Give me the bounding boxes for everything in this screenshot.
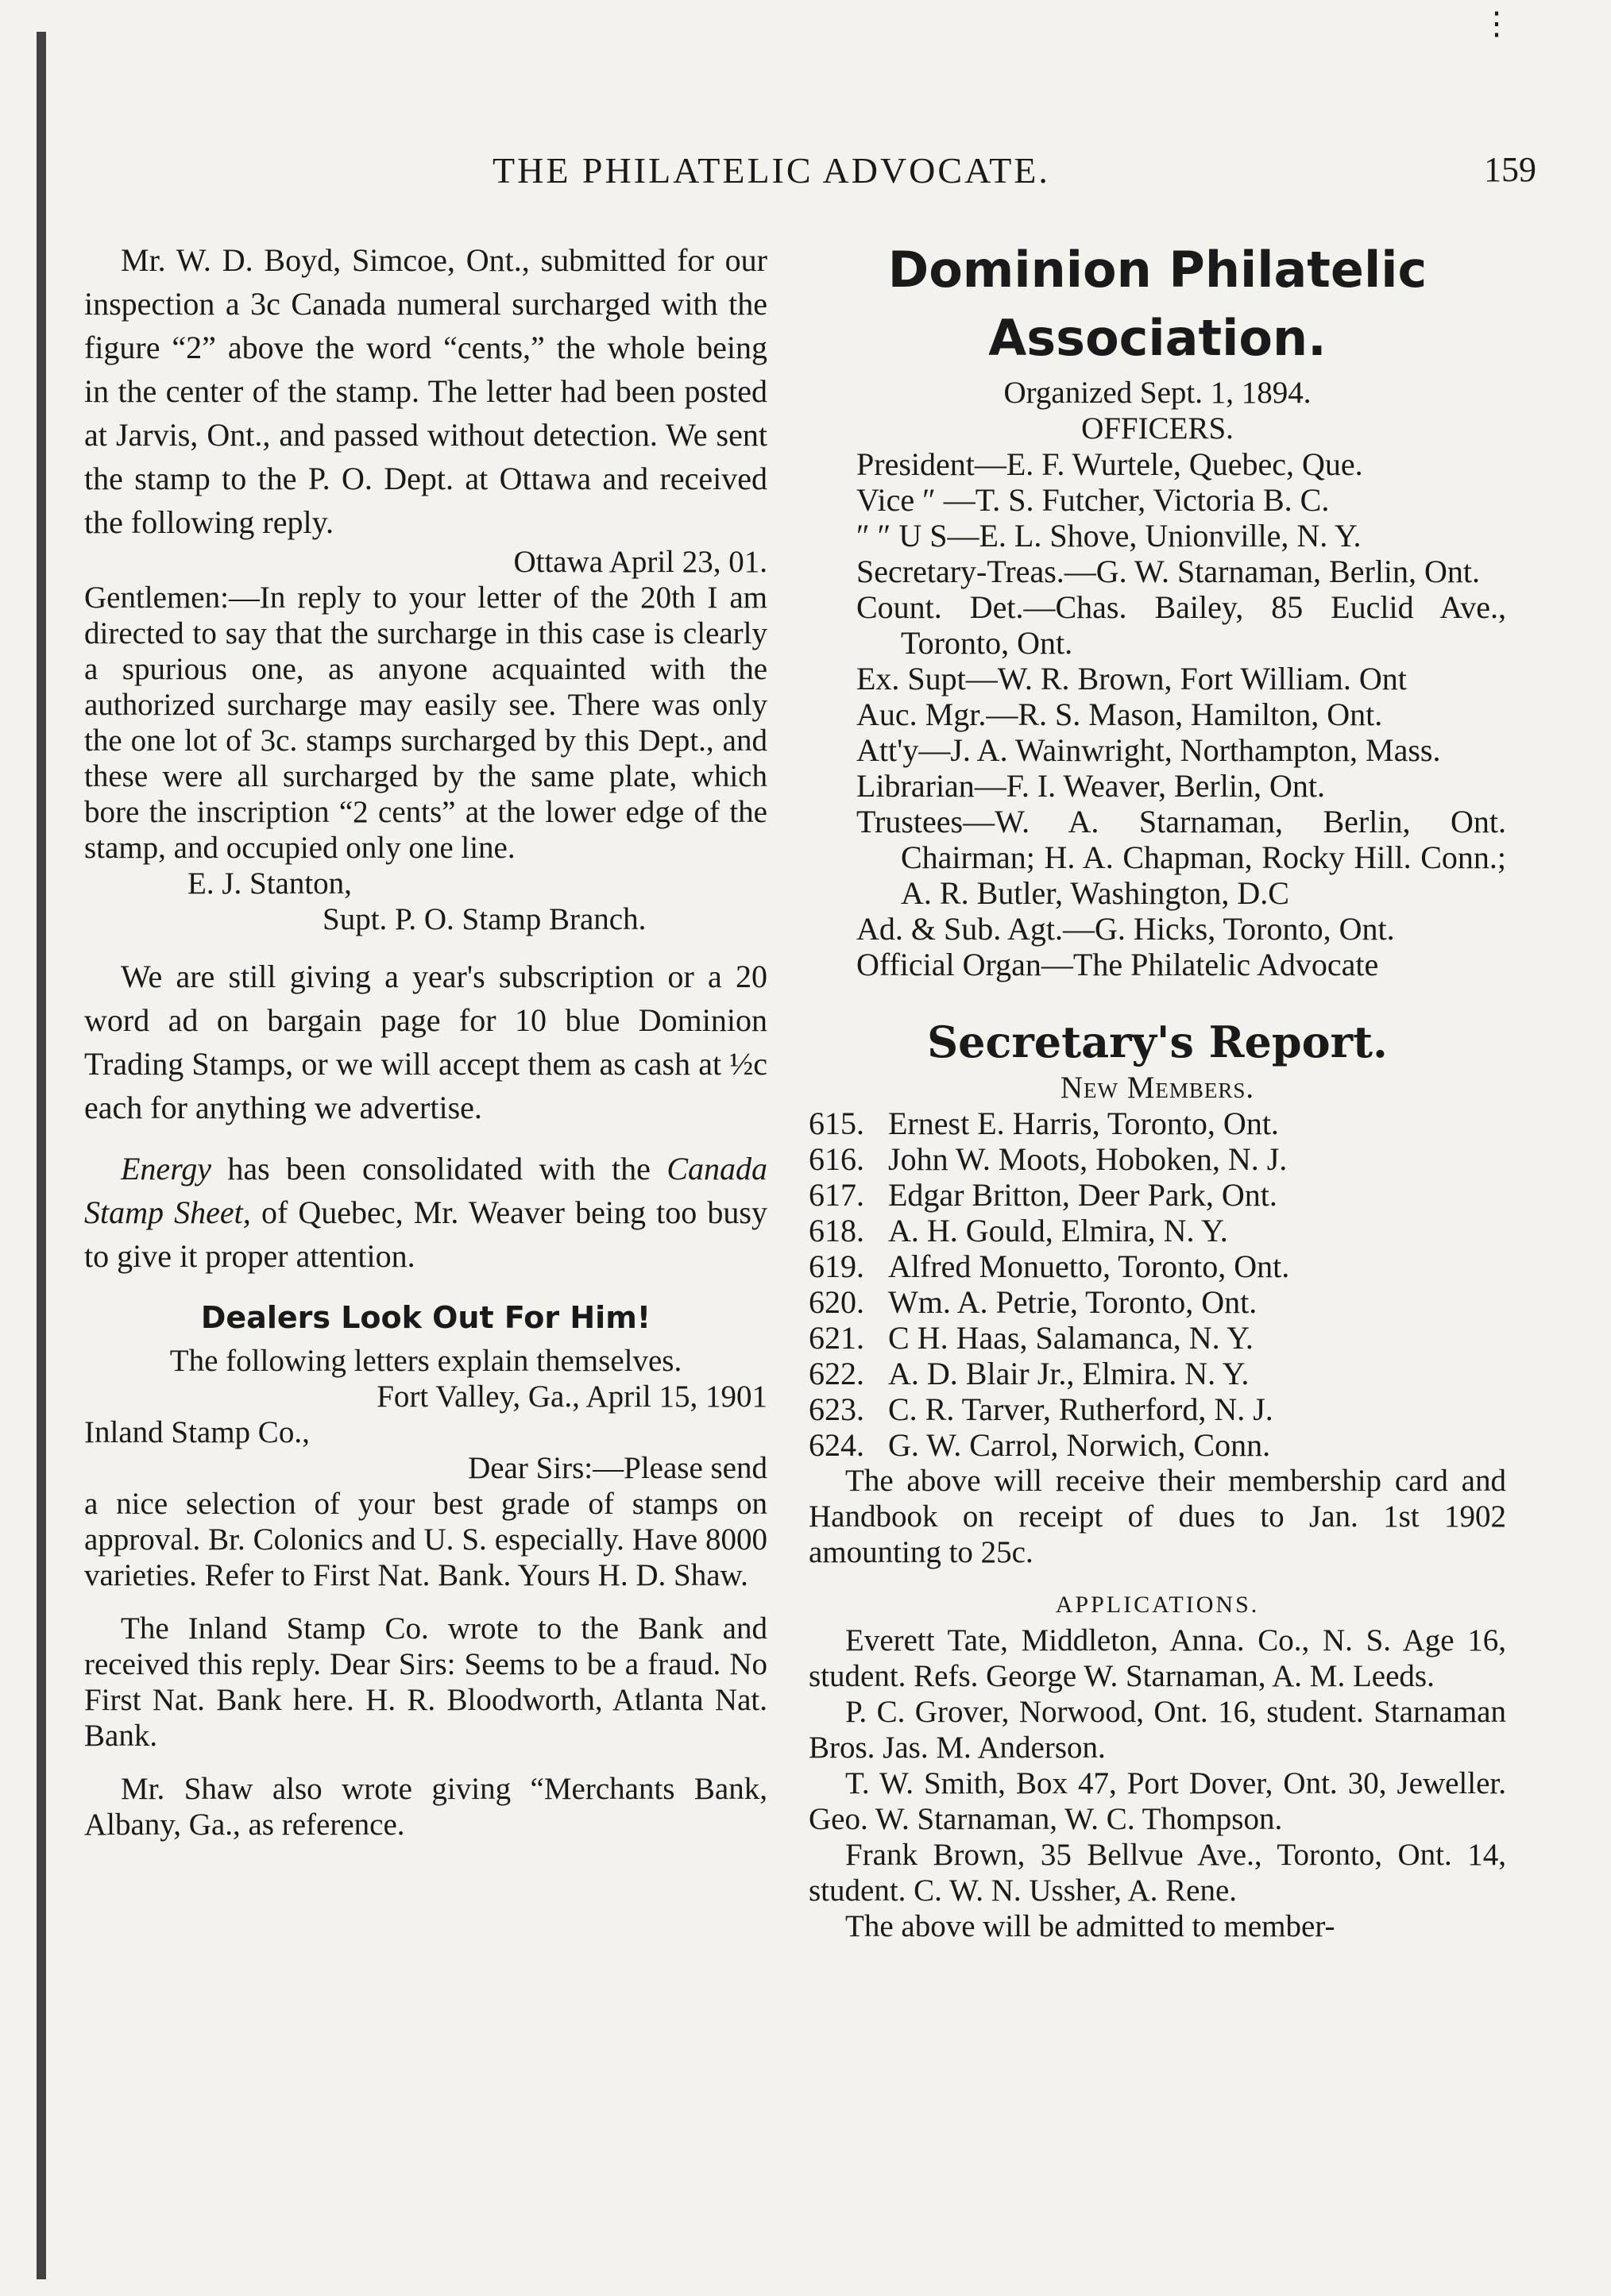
list-item: 615. Ernest E. Harris, Toronto, Ont. <box>809 1106 1279 1141</box>
running-header <box>0 149 1611 205</box>
members-note: The above will receive their membership card and Handbook on receipt of dues to Jan. 1st 1902 amounting to 25c. <box>809 1464 1506 1569</box>
list-item: 621. C H. Haas, Salamanca, N. Y. <box>809 1320 1254 1356</box>
page-number: 159 <box>1484 150 1536 189</box>
officer-entry: Auc. Mgr.—R. S. Mason, Hamilton, Ont. <box>856 697 1383 732</box>
letter-signature-name: E. J. Stanton, <box>187 866 352 901</box>
dealers-salutation: Dear Sirs:—Please send <box>468 1451 767 1485</box>
margin-mark: ⋮ <box>1481 6 1512 41</box>
members-list <box>809 1106 1506 1463</box>
list-item: 622. A. D. Blair Jr., Elmira. N. Y. <box>809 1356 1250 1391</box>
officer-entry: Trustees—W. A. Starnaman, Berlin, Ont. Chairman; H. A. Chapman, Rocky Hill. Conn.; A. R. Butler, Washington, D.C <box>856 804 1506 911</box>
letter-signature-title: Supt. P. O. Stamp Branch. <box>323 902 647 936</box>
officer-entry: President—E. F. Wurtele, Quebec, Que. <box>856 446 1363 482</box>
list-item: 618. A. H. Gould, Elmira, N. Y. <box>809 1213 1228 1248</box>
dealers-dateline: Fort Valley, Ga., April 15, 1901 <box>377 1380 767 1414</box>
officer-entry: Librarian—F. I. Weaver, Berlin, Ont. <box>856 768 1325 804</box>
officer-entry: Ex. Supt—W. R. Brown, Fort William. Ont <box>856 661 1407 697</box>
association-title-line2: Association. <box>988 309 1327 367</box>
officer-entry: Ad. & Sub. Agt.—G. Hicks, Toronto, Ont. <box>856 911 1395 947</box>
dealers-bank-reply: The Inland Stamp Co. wrote to the Bank and received this reply. Dear Sirs: Seems to be a fraud. No First Nat. Bank here. H. R. Bloodworth, Atlanta Nat. Bank. <box>84 1611 767 1753</box>
dealers-addressee: Inland Stamp Co., <box>84 1415 310 1449</box>
dealers-heading: Dealers Look Out For Him! <box>200 1300 651 1335</box>
letter-body: Gentlemen:—In reply to your letter of the 20th I am directed to say that the surcharge in this case is clearly a spurious one, as anyone acquainted with the authorized surcharge may easily see. There was only the one lot of 3c. stamps surcharged by this Dept., and these were all surcharged by the same plate, which bore the inscription “2 cents” at the lower edge of the stamp, and occupied only one line. <box>84 581 767 865</box>
dealers-body: a nice selection of your best grade of stamps on approval. Br. Colonics and U. S. especially. Have 8000 varieties. Refer to First Nat. Bank. Yours H. D. Shaw. <box>84 1487 767 1592</box>
right-column <box>809 238 1506 1944</box>
officer-entry: Count. Det.—Chas. Bailey, 85 Euclid Ave., Toronto, Ont. <box>856 589 1506 661</box>
officer-entry: Official Organ—The Philatelic Advocate <box>856 947 1379 982</box>
list-item: 619. Alfred Monuetto, Toronto, Ont. <box>809 1248 1290 1284</box>
secretary-report-heading: Secretary's Report. <box>927 1017 1388 1067</box>
application-entry: P. C. Grover, Norwood, Ont. 16, student. Starnaman Bros. Jas. M. Anderson. <box>809 1695 1506 1765</box>
new-members-heading: New Members. <box>1060 1071 1255 1105</box>
organized-date: Organized Sept. 1, 1894. <box>1003 376 1312 410</box>
energy-paragraph: Energy has been consolidated with the Canada Stamp Sheet, of Quebec, Mr. Weaver being too busy to give it proper attention. <box>84 1151 767 1274</box>
closing-line: The above will be admitted to member- <box>845 1909 1335 1943</box>
applications-heading: APPLICATIONS. <box>1055 1592 1260 1618</box>
list-item: 617. Edgar Britton, Deer Park, Ont. <box>809 1177 1277 1213</box>
officer-entry: Att'y—J. A. Wainwright, Northampton, Mass. <box>856 732 1441 768</box>
left-column <box>84 238 767 1843</box>
stamp-sheet-title: Canada Stamp Sheet, <box>84 1151 767 1230</box>
dealers-shaw-reference: Mr. Shaw also wrote giving “Merchants Bank, Albany, Ga., as reference. <box>84 1772 767 1842</box>
list-item: 623. C. R. Tarver, Rutherford, N. J. <box>809 1391 1273 1427</box>
energy-title: Energy <box>121 1151 212 1187</box>
officer-entry: Vice ″ —T. S. Futcher, Victoria B. C. <box>856 482 1330 518</box>
officer-entry: Secretary-Treas.—G. W. Starnaman, Berlin, Ont. <box>856 554 1481 589</box>
dealers-intro: The following letters explain themselves. <box>169 1344 682 1378</box>
boyd-paragraph: Mr. W. D. Boyd, Simcoe, Ont., submitted for our inspection a 3c Canada numeral surcharged with the figure “2” above the word “cents,” the whole being in the center of the stamp. The letter had been posted at Jarvis, Ont., and passed without detection. We sent the stamp to the P. O. Dept. at Ottawa and received the following reply. <box>84 242 767 540</box>
journal-title: THE PHILATELIC ADVOCATE. <box>493 150 1050 191</box>
letter-dateline: Ottawa April 23, 01. <box>513 545 767 579</box>
application-entry: T. W. Smith, Box 47, Port Dover, Ont. 30, Jeweller. Geo. W. Starnaman, W. C. Thompson. <box>809 1766 1506 1836</box>
officers-heading: OFFICERS. <box>1081 411 1234 446</box>
subscription-paragraph: We are still giving a year's subscription or a 20 word ad on bargain page for 10 blue Dominion Trading Stamps, or we will accept them as cash at ½c each for anything we advertise. <box>84 959 767 1125</box>
list-item: 620. Wm. A. Petrie, Toronto, Ont. <box>809 1284 1258 1320</box>
application-entry: Frank Brown, 35 Bellvue Ave., Toronto, Ont. 14, student. C. W. N. Ussher, A. Rene. <box>809 1838 1506 1908</box>
list-item: 616. John W. Moots, Hoboken, N. J. <box>809 1141 1288 1177</box>
list-item: 624. G. W. Carrol, Norwich, Conn. <box>809 1427 1271 1463</box>
page-edge-shadow <box>37 32 46 2279</box>
application-entry: Everett Tate, Middleton, Anna. Co., N. S. Age 16, student. Refs. George W. Starnaman, A. M. Leeds. <box>809 1623 1506 1693</box>
officer-entry: ″ ″ U S—E. L. Shove, Unionville, N. Y. <box>856 518 1362 554</box>
officers-list <box>809 446 1506 982</box>
association-title-line1: Dominion Philatelic <box>887 241 1427 299</box>
